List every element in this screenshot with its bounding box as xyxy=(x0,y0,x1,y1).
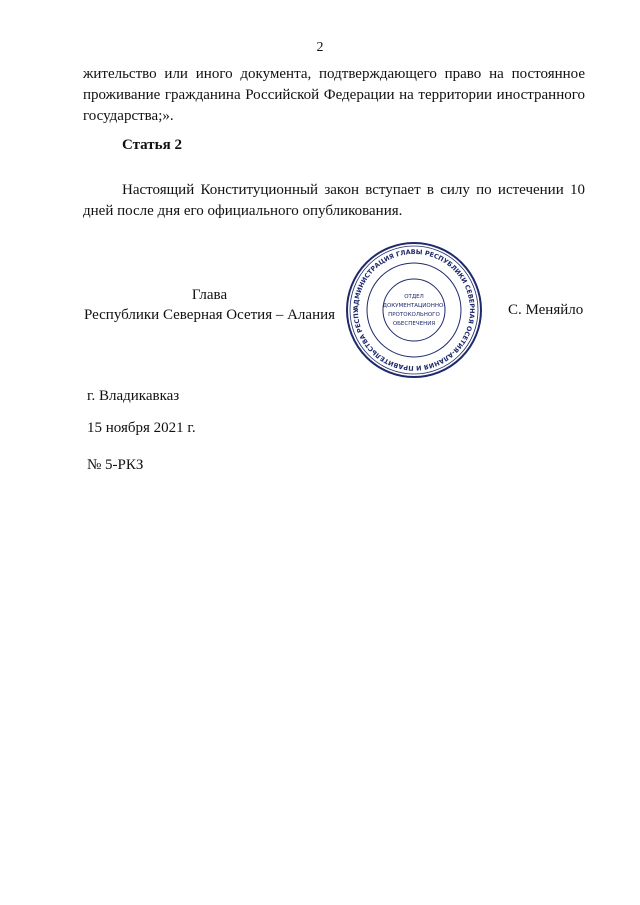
seal-inner-line-2: ДОКУМЕНТАЦИОННО- xyxy=(382,303,446,309)
paragraph-continuation: жительство или иного документа, подтверждающего право на постоянное проживание гражданина Российской Федерации на территории иностранного государства;». xyxy=(83,66,585,124)
place-of-signing: г. Владикавказ xyxy=(87,388,180,404)
signatory-title-line-1: Глава xyxy=(191,287,228,303)
law-number: № 5-РКЗ xyxy=(87,457,144,473)
page-number: 2 xyxy=(316,40,324,55)
official-seal xyxy=(344,240,484,380)
seal-inner-line-1: ОТДЕЛ xyxy=(404,294,424,300)
seal-inner-line-4: ОБЕСПЕЧЕНИЯ xyxy=(392,321,436,327)
seal-outer-text-path: АДМИНИСТРАЦИЯ ГЛАВЫ РЕСПУБЛИКИ СЕВЕРНАЯ ОСЕТИЯ-АЛАНИЯ И ПРАВИТЕЛЬСТВА РЕСПУ xyxy=(351,247,477,373)
signer-name: С. Меняйло xyxy=(508,302,584,318)
seal-inner-line-3: ПРОТОКОЛЬНОГО xyxy=(388,312,440,318)
signatory-title xyxy=(83,285,336,325)
date-of-signing: 15 ноября 2021 г. xyxy=(87,420,196,436)
paragraph-enactment: Настоящий Конституционный закон вступает в силу по истечении 10 дней после дня его официального опубликования. xyxy=(83,182,585,219)
article-title: Статья 2 xyxy=(122,137,182,153)
signatory-title-line-2: Республики Северная Осетия – Алания xyxy=(83,307,336,323)
